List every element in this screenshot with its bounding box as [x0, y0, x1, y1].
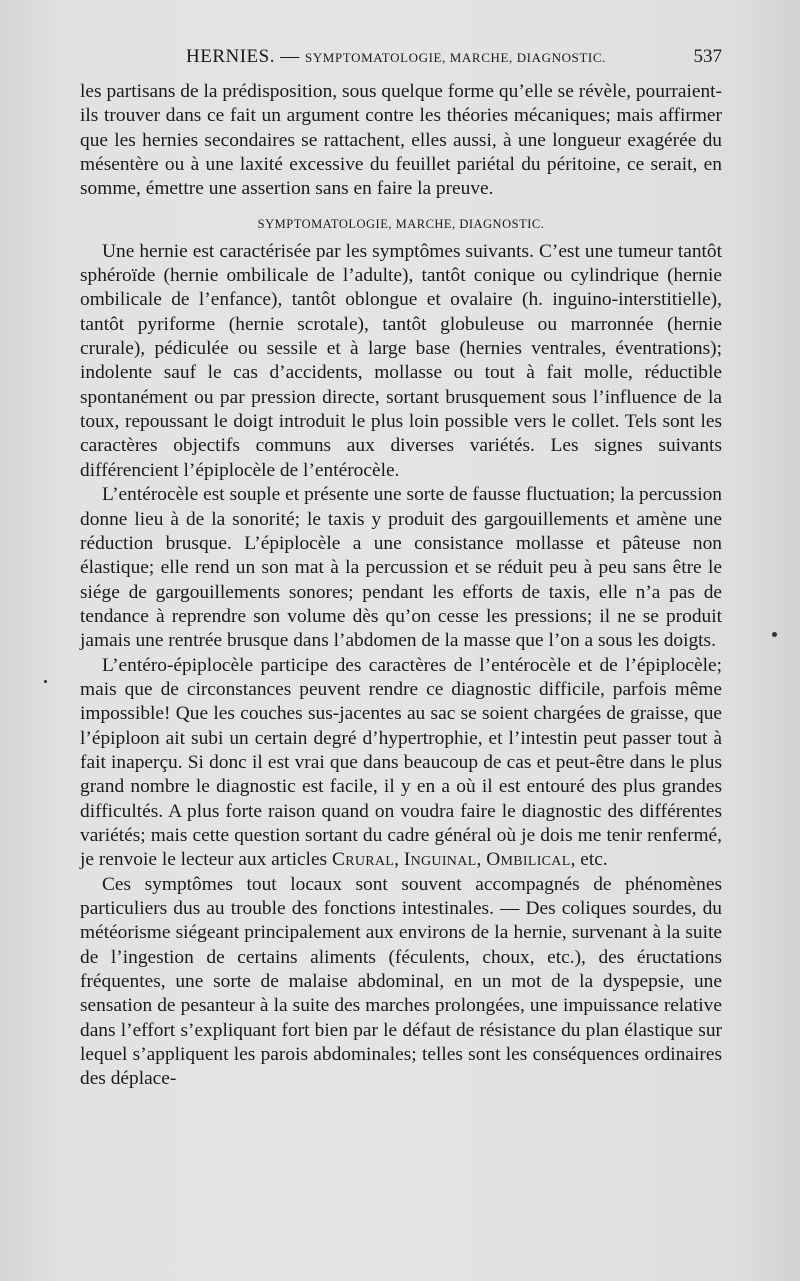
margin-speck — [44, 680, 47, 683]
paragraph-3: L’entéro-épiplocèle participe des caractères de l’entérocèle et de l’épiplocèle; mais que de circonstances peuvent rendre ce diagnostic difficile, parfois même impossible! Que les couches sus-jacentes au sac se soient chargées de graisse, que l’épiploon ait subi un certain degré d’hypertrophie, et l’intestin peut passer tout à fait inaperçu. Si donc il est vrai que dans beaucoup de cas et peut-être dans le plus grand nombre le diagnostic est facile, il y en a où il est entouré des plus grandes difficultés. A plus forte raison quand on voudra faire le diagnostic des différentes variétés; mais cette question sortant du cadre général où je dois me tenir renfermé, je renvoie le lecteur aux articles Crural, Inguinal, Ombilical, etc. — [80, 654, 722, 871]
page-number: 537 — [693, 46, 722, 67]
header-dash: — — [280, 46, 300, 67]
margin-speck — [772, 632, 777, 637]
paragraph-2: L’entérocèle est souple et présente une sorte de fausse fluctuation; la percussion donne lieu à de la sonorité; le taxis y produit des gargouillements et amène une réduction brusque. L’épiplocèle a une consistance mollasse et pâteuse non élastique; elle rend un son mat à la percussion et se réduit peu à peu sans être le siége de gargouillements sonores; pendant les efforts de taxis, elle n’a pas de tendance à reprendre son volume dès qu’on cesse les pressions; il ne se produit jamais une rentrée brusque dans l’abdomen de la masse que l’on a sous les doigts. — [80, 484, 722, 652]
running-head-title — [186, 46, 606, 68]
intro-paragraph: les partisans de la prédisposition, sous quelque forme qu’elle se révèle, pourraient-ils trouver dans ce fait un argument contre les théories mécaniques; mais affirmer que les hernies secondaires se rattachent, elles aussi, à une longueur exagérée du mésentère ou à une laxité excessive du feuillet pariétal du péritoine, ce serait, en somme, émettre une assertion sans en faire la preuve. — [80, 81, 722, 200]
cross-refs-tail: , etc. — [570, 849, 608, 871]
body-text — [80, 80, 722, 1092]
paragraph-3-text: L’entéro-épiplocèle participe des caractères de l’entérocèle et de l’épiplocèle; mais que de circonstances peuvent rendre ce diagnostic difficile, parfois même impossible! Que les couches sus-jacentes au sac se soient chargées de graisse, que l’épiploon ait subi un certain degré d’hypertrophie, et l’intestin peut passer tout à fait inaperçu. Si donc il est vrai que dans beaucoup de cas et peut-être dans le plus grand nombre le diagnostic est facile, il y en a où il est entouré des plus grandes difficultés. A plus forte raison quand on voudra faire le diagnostic des différentes variétés; mais cette question sortant du cadre général où je dois me tenir renfermé, je renvoie le lecteur aux articles — [80, 654, 722, 871]
cross-ref-inguinal: Inguinal — [403, 849, 477, 871]
cross-ref-crural: Crural — [331, 849, 395, 871]
header-subtitle: SYMPTOMATOLOGIE, MARCHE, DIAGNOSTIC. — [304, 50, 606, 65]
section-title: SYMPTOMATOLOGIE, MARCHE, DIAGNOSTIC. — [257, 216, 545, 231]
running-head — [80, 46, 722, 74]
cross-ref-ombilical: Ombilical — [486, 849, 571, 871]
paragraph-4: Ces symptômes tout locaux sont souvent accompagnés de phénomènes particuliers dus au trouble des fonctions intestinales. — Des coliques sourdes, du météorisme siégeant principalement aux environs de la hernie, survenant à la suite de l’ingestion de certains aliments (féculents, choux, etc.), des éructations fréquentes, une sorte de malaise abdominal, en un mot de la dyspepsie, une sensation de pesanteur à la suite des marches prolongées, une impuissance relative dans l’effort s’expliquant fort bien par le défaut de résistance du plan élastique sur lequel s’appliquent les parois abdominales; telles sont les conséquences ordinaires des déplace- — [80, 873, 722, 1090]
header-title: HERNIES. — [186, 46, 275, 67]
paragraph-1: Une hernie est caractérisée par les symptômes suivants. C’est une tumeur tantôt sphéroïde (hernie ombilicale de l’adulte), tantôt conique ou cylindrique (hernie ombilicale de l’enfance), tantôt oblongue et ovalaire (h. inguino-interstitielle), tantôt pyriforme (hernie scrotale), tantôt globuleuse ou marronnée (hernie crurale), pédiculée ou sessile et à large base (hernies ventrales, éventrations); indolente sauf le cas d’accidents, mollasse ou tout à fait molle, réductible spontanément ou par pression directe, sortant brusquement sous l’influence de la toux, repoussant le doigt introduit le plus loin possible vers le collet. Tels sont les caractères objectifs communs aux diverses variétés. Les signes suivants différencient l’épiplocèle de l’entérocèle. — [80, 240, 722, 481]
